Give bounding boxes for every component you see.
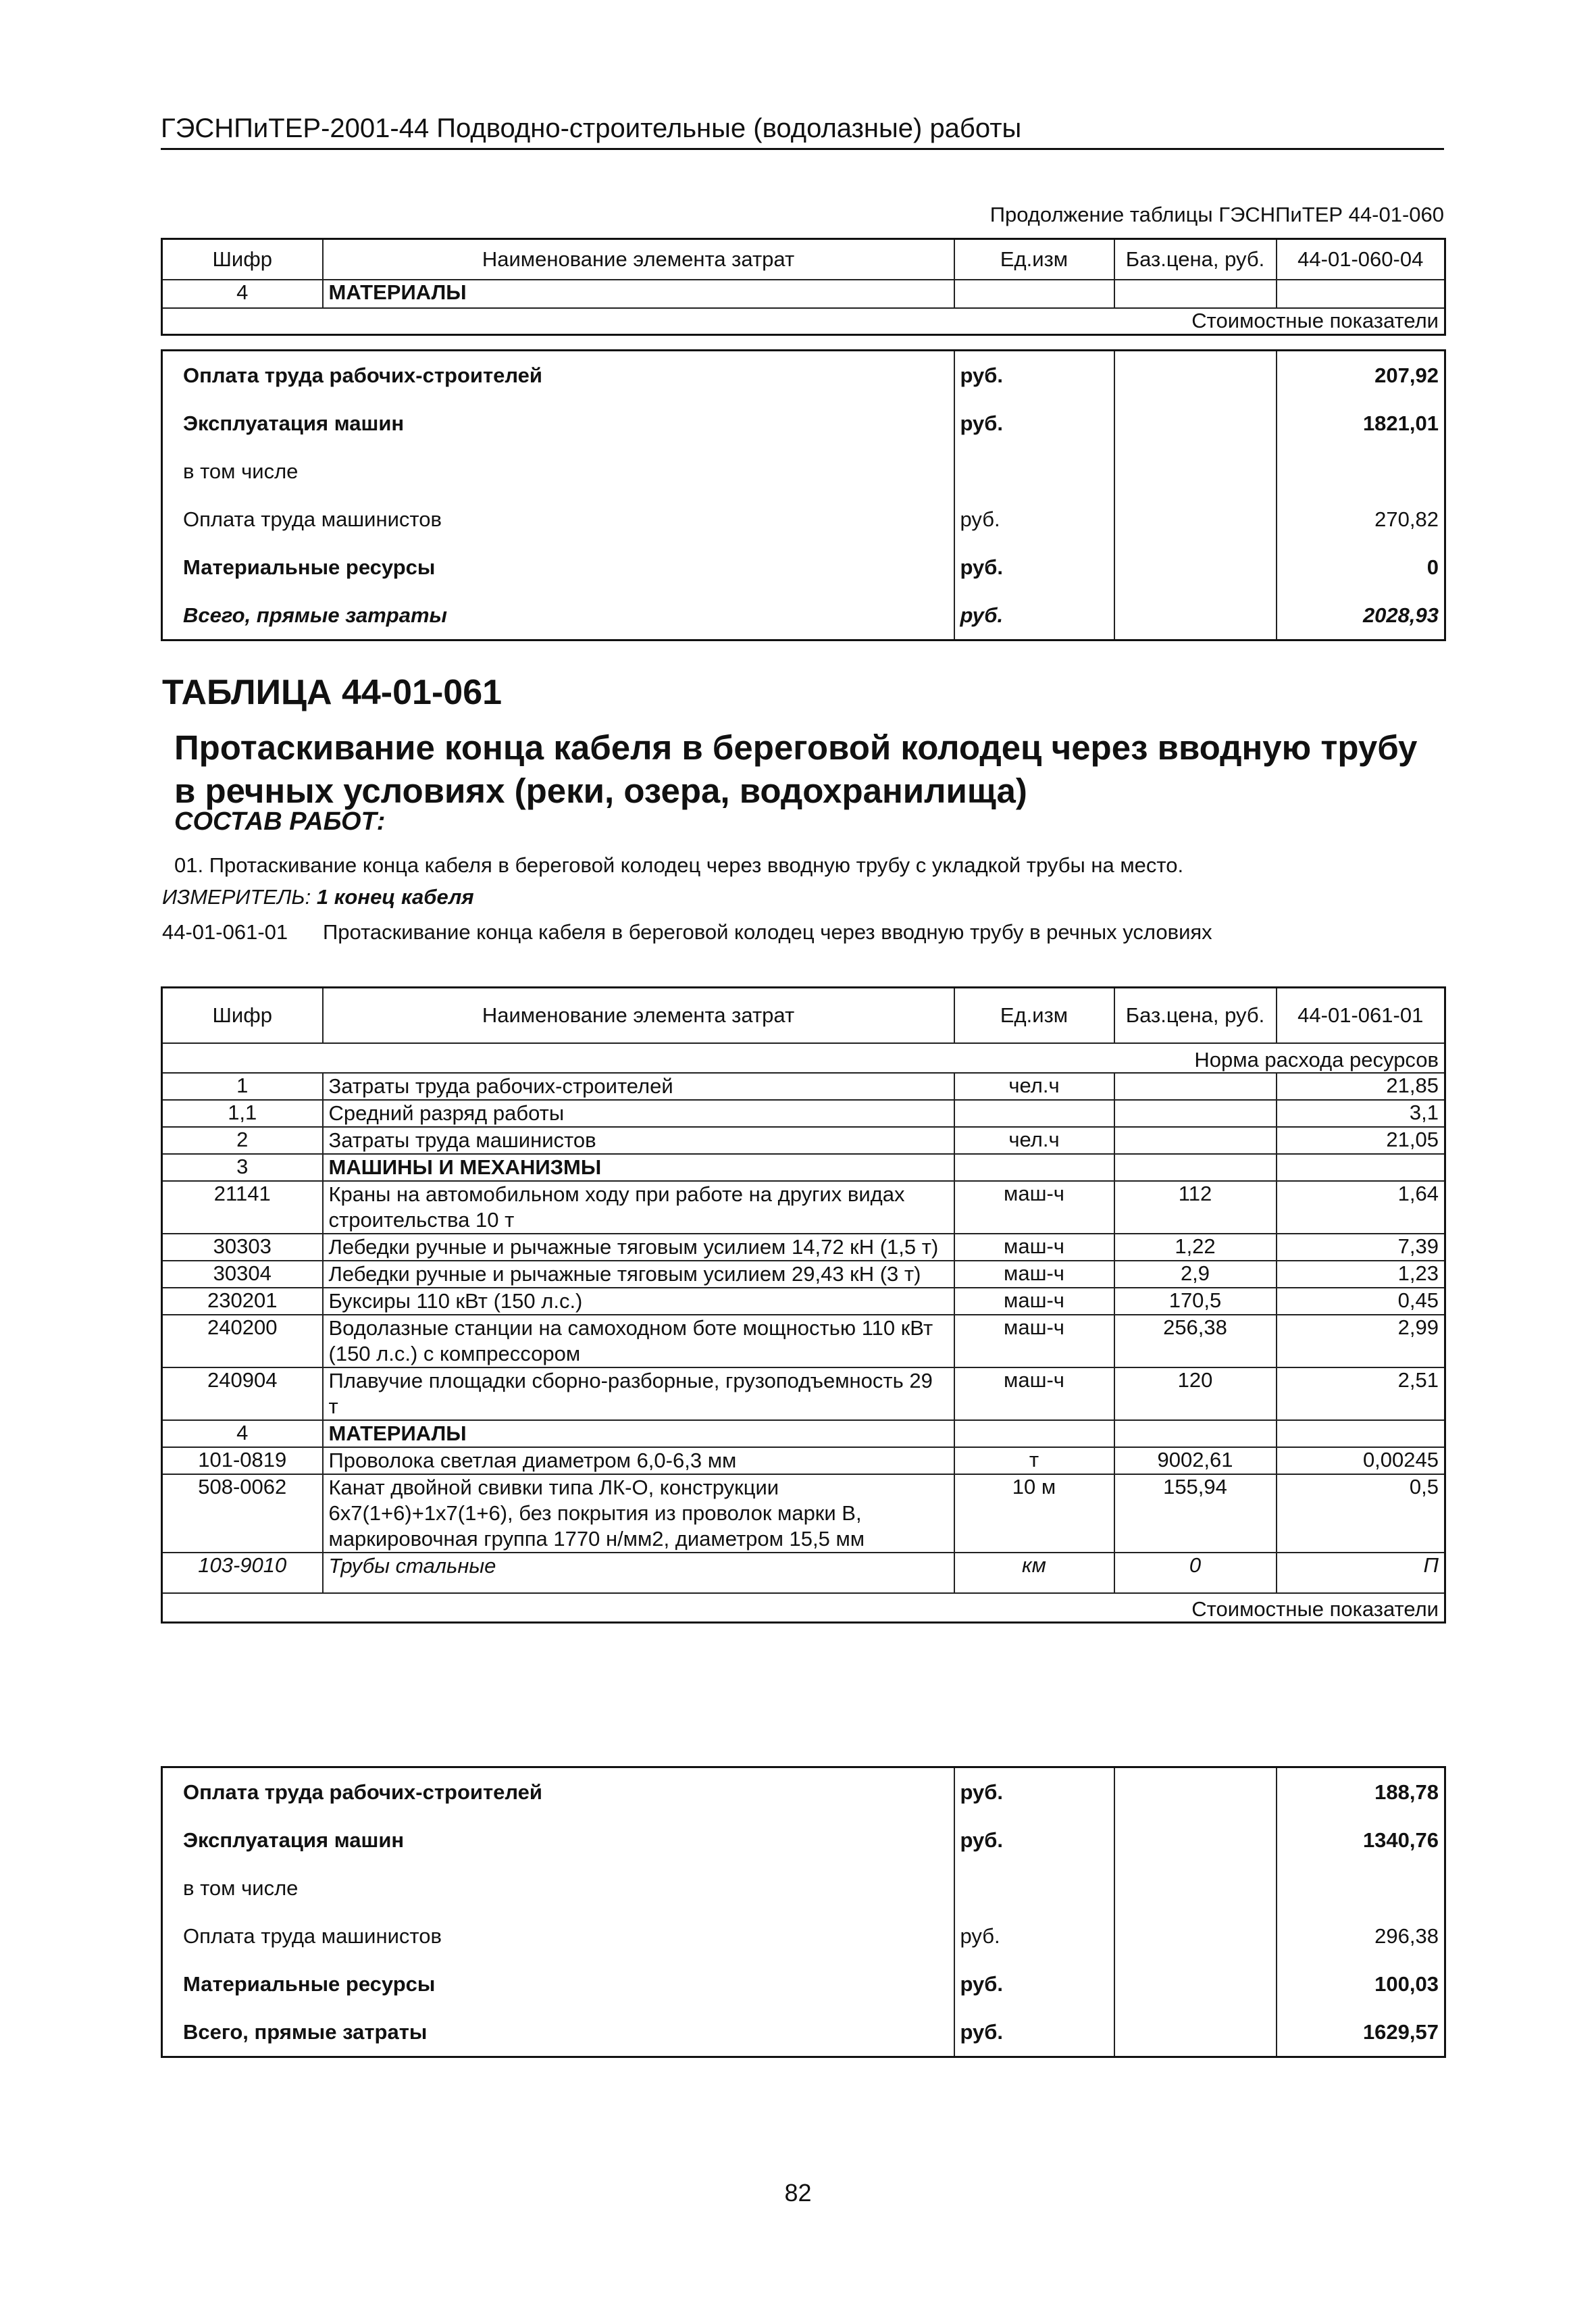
table-row <box>162 1234 1445 1261</box>
row-shifr: 230201 <box>162 1288 323 1315</box>
row-price: 256,38 <box>1114 1315 1277 1367</box>
table-row <box>162 1553 1445 1593</box>
empty-cell <box>1114 495 1277 543</box>
row-name: Средний разряд работы <box>323 1100 954 1127</box>
summary-row <box>162 399 1445 447</box>
page-number: 82 <box>784 2179 812 2207</box>
summary-label: Эксплуатация машин <box>162 1816 954 1864</box>
summary-row <box>162 1767 1445 1817</box>
row-shifr: 1 <box>162 1073 323 1100</box>
table-row <box>162 1474 1445 1553</box>
row-shifr: 21141 <box>162 1181 323 1234</box>
table-row <box>162 1315 1445 1367</box>
col-code: 44-01-060-04 <box>1277 239 1445 280</box>
row-value: 1,23 <box>1277 1261 1445 1288</box>
table-name: Протаскивание конца кабеля в береговой колодец через вводную трубу в речных условиях (реки, озера, водохранилища) <box>174 728 1418 810</box>
cost-header: Стоимостные показатели <box>162 1593 1445 1623</box>
summary-row <box>162 1960 1445 2008</box>
row-price <box>1114 1127 1277 1154</box>
section-row <box>162 280 1445 308</box>
col-code: 44-01-061-01 <box>1277 988 1445 1043</box>
row-price <box>1114 1100 1277 1127</box>
summary-row <box>162 1912 1445 1960</box>
summary-unit: руб. <box>954 1912 1114 1960</box>
meter-value: 1 конец кабеля <box>316 885 474 909</box>
summary-value <box>1277 1864 1445 1912</box>
summary-body <box>162 1767 1445 2057</box>
summary-label: Всего, прямые затраты <box>162 2008 954 2057</box>
summary-value: 188,78 <box>1277 1767 1445 1817</box>
col-base-price: Баз.цена, руб. <box>1114 239 1277 280</box>
row-price: 2,9 <box>1114 1261 1277 1288</box>
row-price <box>1114 1073 1277 1100</box>
summary-value: 2028,93 <box>1277 591 1445 640</box>
row-value: 21,85 <box>1277 1073 1445 1100</box>
meter-label: ИЗМЕРИТЕЛЬ: <box>162 885 311 909</box>
row-unit <box>954 1100 1114 1127</box>
row-unit: маш-ч <box>954 1315 1114 1367</box>
col-name: Наименование элемента затрат <box>323 988 954 1043</box>
document-header: ГЭСНПиТЕР-2001-44 Подводно-строительные (водолазные) работы <box>161 114 1444 150</box>
table-row <box>162 1261 1445 1288</box>
row-name: Плавучие площадки сборно-разборные, грузоподъемность 29 т <box>323 1367 954 1420</box>
row-name: Лебедки ручные и рычажные тяговым усилием 14,72 кН (1,5 т) <box>323 1234 954 1261</box>
row-shifr: 103-9010 <box>162 1553 323 1593</box>
item-code: 44-01-061-01 <box>162 920 288 944</box>
table1-summary <box>161 349 1446 641</box>
norm-header-row <box>162 1043 1445 1073</box>
row-price: 112 <box>1114 1181 1277 1234</box>
summary-value: 296,38 <box>1277 1912 1445 1960</box>
row-price: 120 <box>1114 1367 1277 1420</box>
row-shifr: 1,1 <box>162 1100 323 1127</box>
norm-header: Норма расхода ресурсов <box>162 1043 1445 1073</box>
table-header-row <box>162 988 1445 1043</box>
summary-row <box>162 447 1445 495</box>
row-shifr: 508-0062 <box>162 1474 323 1553</box>
row-price <box>1114 1420 1277 1447</box>
row-price: 170,5 <box>1114 1288 1277 1315</box>
col-unit: Ед.изм <box>954 239 1114 280</box>
summary-unit: руб. <box>954 2008 1114 2057</box>
row-value: 2,51 <box>1277 1367 1445 1420</box>
empty-cell <box>1114 543 1277 591</box>
empty-cell <box>1277 280 1445 308</box>
row-name: МАШИНЫ И МЕХАНИЗМЫ <box>323 1154 954 1181</box>
row-value: 1,64 <box>1277 1181 1445 1234</box>
summary-label: Материальные ресурсы <box>162 1960 954 2008</box>
summary-label: Всего, прямые затраты <box>162 591 954 640</box>
section-name: МАТЕРИАЛЫ <box>323 280 954 308</box>
table-44-01-061 <box>161 986 1446 1624</box>
row-name: МАТЕРИАЛЫ <box>323 1420 954 1447</box>
item-desc: Протаскивание конца кабеля в береговой колодец через вводную трубу в речных условиях <box>323 920 1212 944</box>
col-unit: Ед.изм <box>954 988 1114 1043</box>
row-name: Проволока светлая диаметром 6,0-6,3 мм <box>323 1447 954 1474</box>
col-shifr: Шифр <box>162 239 323 280</box>
summary-body <box>162 351 1445 640</box>
summary-row <box>162 543 1445 591</box>
table-row <box>162 1288 1445 1315</box>
row-name: Затраты труда рабочих-строителей <box>323 1073 954 1100</box>
table-row <box>162 1127 1445 1154</box>
summary-unit: руб. <box>954 591 1114 640</box>
table-title: ТАБЛИЦА 44-01-061 <box>162 673 503 712</box>
row-value: 0,00245 <box>1277 1447 1445 1474</box>
empty-cell <box>1114 1912 1277 1960</box>
row-price <box>1114 1154 1277 1181</box>
row-name: Лебедки ручные и рычажные тяговым усилием 29,43 кН (3 т) <box>323 1261 954 1288</box>
summary-label: Эксплуатация машин <box>162 399 954 447</box>
summary-row <box>162 1816 1445 1864</box>
row-unit: маш-ч <box>954 1288 1114 1315</box>
row-unit: маш-ч <box>954 1181 1114 1234</box>
summary-unit: руб. <box>954 1960 1114 2008</box>
row-name: Буксиры 110 кВт (150 л.с.) <box>323 1288 954 1315</box>
row-unit: км <box>954 1553 1114 1593</box>
empty-cell <box>1114 280 1277 308</box>
section-num: 4 <box>162 280 323 308</box>
table-row <box>162 1447 1445 1474</box>
table-44-01-060 <box>161 238 1446 336</box>
row-shifr: 240200 <box>162 1315 323 1367</box>
row-unit <box>954 1420 1114 1447</box>
row-unit: маш-ч <box>954 1234 1114 1261</box>
row-value: 3,1 <box>1277 1100 1445 1127</box>
row-unit: чел.ч <box>954 1127 1114 1154</box>
row-price: 1,22 <box>1114 1234 1277 1261</box>
meter-line <box>162 885 474 909</box>
table-row <box>162 1154 1445 1181</box>
row-value: П <box>1277 1553 1445 1593</box>
summary-value: 1821,01 <box>1277 399 1445 447</box>
row-unit: маш-ч <box>954 1367 1114 1420</box>
empty-cell <box>1114 2008 1277 2057</box>
col-base-price: Баз.цена, руб. <box>1114 988 1277 1043</box>
summary-unit: руб. <box>954 399 1114 447</box>
row-name: Затраты труда машинистов <box>323 1127 954 1154</box>
summary-label: в том числе <box>162 1864 954 1912</box>
row-value: 2,99 <box>1277 1315 1445 1367</box>
operation-text: 01. Протаскивание конца кабеля в береговой колодец через вводную трубу с укладкой трубы на место. <box>174 853 1184 877</box>
summary-unit: руб. <box>954 351 1114 400</box>
row-shifr: 30303 <box>162 1234 323 1261</box>
summary-unit: руб. <box>954 495 1114 543</box>
summary-label: Оплата труда машинистов <box>162 495 954 543</box>
row-value <box>1277 1420 1445 1447</box>
row-name: Канат двойной свивки типа ЛК-О, конструкции 6х7(1+6)+1х7(1+6), без покрытия из проволок марки В, маркировочная группа 1770 н/мм2, диаметром 15,5 мм <box>323 1474 954 1553</box>
row-name: Водолазные станции на самоходном боте мощностью 110 кВт (150 л.с.) с компрессором <box>323 1315 954 1367</box>
empty-cell <box>1114 1816 1277 1864</box>
row-value: 7,39 <box>1277 1234 1445 1261</box>
row-price: 155,94 <box>1114 1474 1277 1553</box>
cost-header-row <box>162 308 1445 335</box>
item-line <box>162 920 1212 945</box>
cost-header-row <box>162 1593 1445 1623</box>
table-row <box>162 1181 1445 1234</box>
summary-row <box>162 591 1445 640</box>
row-price: 0 <box>1114 1553 1277 1593</box>
summary-value <box>1277 447 1445 495</box>
row-name: Трубы стальные <box>323 1553 954 1593</box>
col-name: Наименование элемента затрат <box>323 239 954 280</box>
summary-value: 207,92 <box>1277 351 1445 400</box>
row-shifr: 240904 <box>162 1367 323 1420</box>
summary-label: Оплата труда рабочих-строителей <box>162 351 954 400</box>
row-unit: 10 м <box>954 1474 1114 1553</box>
empty-cell <box>1114 1960 1277 2008</box>
row-value <box>1277 1154 1445 1181</box>
empty-cell <box>1114 1864 1277 1912</box>
row-shifr: 30304 <box>162 1261 323 1288</box>
col-shifr: Шифр <box>162 988 323 1043</box>
row-value: 21,05 <box>1277 1127 1445 1154</box>
continuation-note: Продолжение таблицы ГЭСНПиТЕР 44-01-060 <box>989 203 1444 226</box>
summary-label: Оплата труда машинистов <box>162 1912 954 1960</box>
summary-row <box>162 2008 1445 2057</box>
summary-unit: руб. <box>954 1767 1114 1817</box>
summary-unit <box>954 447 1114 495</box>
empty-cell <box>1114 447 1277 495</box>
summary-unit <box>954 1864 1114 1912</box>
table-row <box>162 1367 1445 1420</box>
row-shifr: 101-0819 <box>162 1447 323 1474</box>
empty-cell <box>1114 591 1277 640</box>
row-shifr: 4 <box>162 1420 323 1447</box>
summary-label: Материальные ресурсы <box>162 543 954 591</box>
summary-value: 270,82 <box>1277 495 1445 543</box>
summary-row <box>162 351 1445 400</box>
table2-summary <box>161 1766 1446 2058</box>
summary-value: 0 <box>1277 543 1445 591</box>
empty-cell <box>1114 1767 1277 1817</box>
sostav-label: СОСТАВ РАБОТ: <box>174 807 386 836</box>
row-name: Краны на автомобильном ходу при работе на других видах строительства 10 т <box>323 1181 954 1234</box>
summary-label: в том числе <box>162 447 954 495</box>
summary-value: 1340,76 <box>1277 1816 1445 1864</box>
summary-label: Оплата труда рабочих-строителей <box>162 1767 954 1817</box>
table-row <box>162 1073 1445 1100</box>
summary-value: 1629,57 <box>1277 2008 1445 2057</box>
row-unit <box>954 1154 1114 1181</box>
row-shifr: 3 <box>162 1154 323 1181</box>
summary-unit: руб. <box>954 1816 1114 1864</box>
row-price: 9002,61 <box>1114 1447 1277 1474</box>
summary-value: 100,03 <box>1277 1960 1445 2008</box>
summary-unit: руб. <box>954 543 1114 591</box>
row-unit: маш-ч <box>954 1261 1114 1288</box>
table-row <box>162 1420 1445 1447</box>
row-unit: чел.ч <box>954 1073 1114 1100</box>
empty-cell <box>954 280 1114 308</box>
row-value: 0,45 <box>1277 1288 1445 1315</box>
summary-row <box>162 1864 1445 1912</box>
table2-body <box>162 988 1445 1623</box>
summary-row <box>162 495 1445 543</box>
row-value: 0,5 <box>1277 1474 1445 1553</box>
empty-cell <box>1114 399 1277 447</box>
row-unit: т <box>954 1447 1114 1474</box>
table-header-row <box>162 239 1445 280</box>
row-shifr: 2 <box>162 1127 323 1154</box>
table-row <box>162 1100 1445 1127</box>
empty-cell <box>1114 351 1277 400</box>
cost-header: Стоимостные показатели <box>162 308 1445 335</box>
